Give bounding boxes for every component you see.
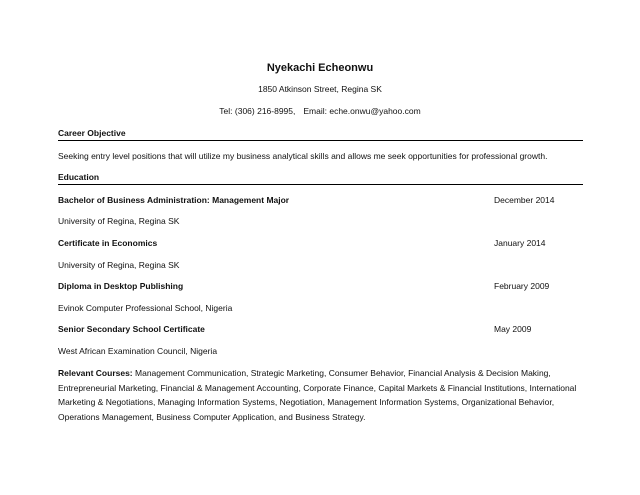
degree-date: December 2014 [494, 195, 555, 205]
degree-date: January 2014 [494, 238, 546, 248]
relevant-courses [58, 366, 588, 424]
phone: Tel: (306) 216-8995, [219, 106, 296, 116]
career-objective-text: Seeking entry level positions that will utilize my business analytical skills and allows me seek opportunities for professional growth. [58, 151, 548, 161]
email: Email: eche.onwu@yahoo.com [303, 106, 421, 116]
school-name: West African Examination Council, Nigeria [58, 346, 218, 356]
degree-title: Senior Secondary School Certificate [58, 324, 205, 334]
section-divider [58, 184, 583, 185]
school-name: Evinok Computer Professional School, Nigeria [58, 303, 233, 313]
contact-line [0, 106, 640, 116]
degree-title: Bachelor of Business Administration: Management Major [58, 195, 290, 205]
school-name: University of Regina, Regina SK [58, 260, 180, 270]
applicant-name: Nyekachi Echeonwu [266, 62, 374, 74]
education-heading: Education [58, 172, 100, 182]
relevant-courses-label: Relevant Courses: [58, 368, 133, 378]
degree-date: May 2009 [494, 324, 532, 334]
degree-title: Certificate in Economics [58, 238, 158, 248]
degree-title: Diploma in Desktop Publishing [58, 281, 184, 291]
career-objective-heading: Career Objective [58, 128, 126, 138]
address: 1850 Atkinson Street, Regina SK [258, 84, 382, 94]
relevant-courses-text: Management Communication, Strategic Marketing, Consumer Behavior, Financial Analysis & Decision Making, Entrepreneurial Marketing, Financial & Management Accounting, Corporate Finance, Capital Markets & Financial Institutions, International Marketing & Negotiations, Managing Information Systems, Negotiation, Management Information Systems, Organizational Behavior, Operations Management, Business Computer Application, and Business Strategy. [58, 368, 577, 422]
section-divider [58, 140, 583, 141]
degree-date: February 2009 [494, 281, 550, 291]
school-name: University of Regina, Regina SK [58, 216, 180, 226]
